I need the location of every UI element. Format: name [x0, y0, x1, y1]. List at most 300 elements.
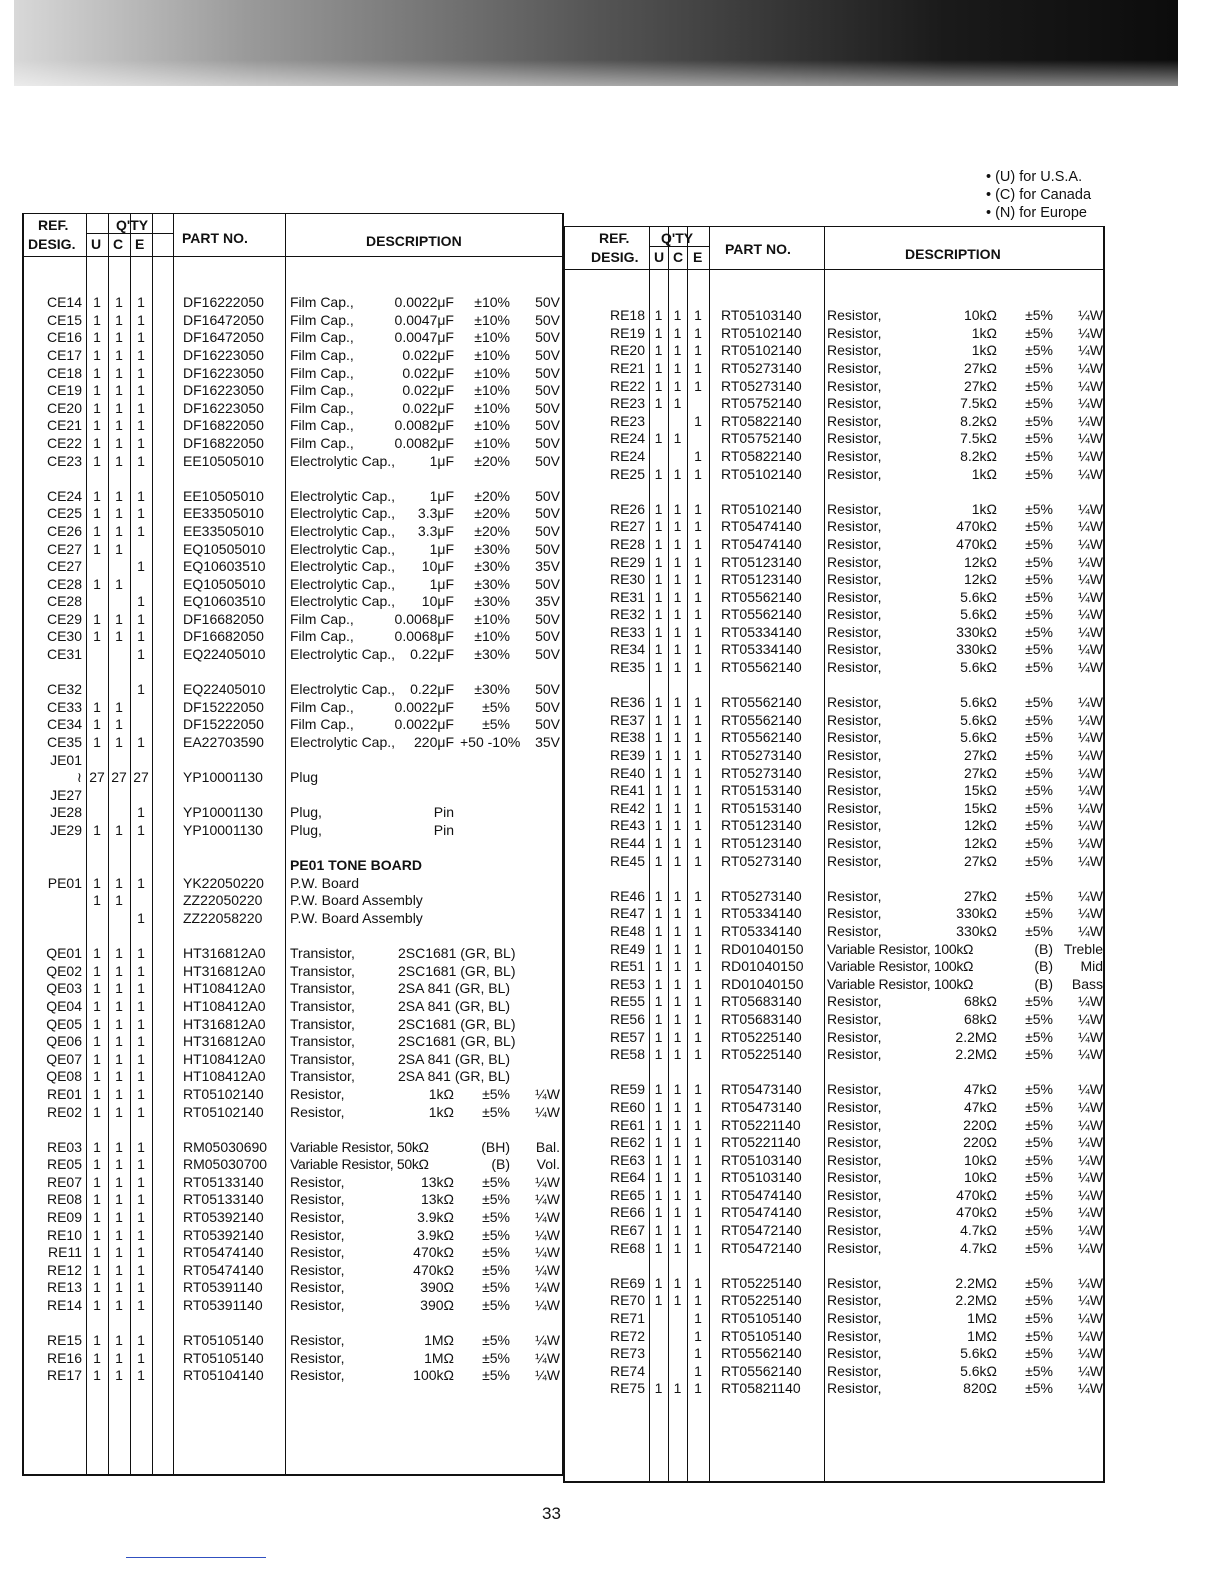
qty-e-cell: 1: [694, 535, 702, 552]
qty-u-cell: 1: [654, 307, 663, 324]
qty-u-cell: 1: [93, 1209, 101, 1226]
qty-u-cell: 1: [654, 1028, 663, 1045]
ref-cell: CE28: [46, 575, 82, 592]
table-row: [24, 734, 562, 752]
tolerance-cell: ±30%: [474, 646, 510, 663]
part-no-cell: DF16822050: [183, 434, 264, 451]
value-cell: 820Ω: [963, 1380, 997, 1397]
value-cell: 2.2MΩ: [955, 1046, 997, 1063]
description-cell: Film Cap.,: [290, 329, 354, 346]
qty-c-cell: 1: [673, 1239, 682, 1256]
ref-cell: CE29: [46, 610, 82, 627]
qty-c-cell: 1: [115, 945, 123, 962]
tolerance-cell: ±5%: [1025, 342, 1053, 359]
tolerance-cell: ±30%: [474, 540, 510, 557]
value-cell: 3.9kΩ: [417, 1209, 454, 1226]
value-cell: 7.5kΩ: [960, 430, 997, 447]
tolerance-cell: ±5%: [1025, 606, 1053, 623]
rating-cell: ¼W: [1078, 747, 1103, 764]
ref-cell: CE31: [46, 646, 82, 663]
qty-u-cell: 1: [654, 1151, 663, 1168]
description-cell: Resistor,: [827, 1327, 882, 1344]
description-cell: Film Cap.,: [290, 716, 354, 733]
table-row: [565, 870, 1103, 888]
qty-e-cell: 1: [694, 747, 702, 764]
ref-cell: RE01: [46, 1085, 82, 1102]
table-row: [565, 624, 1103, 642]
qty-e-cell: 1: [694, 799, 702, 816]
table-row: [24, 998, 562, 1016]
value-cell: 0.0047μF: [394, 311, 454, 328]
part-no-cell: RT05683140: [721, 1010, 802, 1027]
tolerance-cell: ±5%: [1025, 1292, 1053, 1309]
value-cell: 2SC1681 (GR, BL): [398, 945, 516, 962]
table-row: [24, 1104, 562, 1122]
part-no-cell: RT05273140: [721, 852, 802, 869]
table-row: [24, 1244, 562, 1262]
qty-c-cell: 1: [673, 1186, 682, 1203]
tolerance-cell: ±5%: [1025, 571, 1053, 588]
qty-e-cell: 1: [137, 294, 145, 311]
qty-e-cell: 1: [137, 593, 145, 610]
value-cell: 1MΩ: [424, 1332, 454, 1349]
qty-e-cell: 1: [137, 1209, 145, 1226]
qty-u-cell: 1: [654, 799, 663, 816]
rating-cell: 50V: [535, 575, 560, 592]
qty-c-cell: 1: [673, 359, 682, 376]
part-no-cell: RT05273140: [721, 377, 802, 394]
tolerance-cell: ±5%: [1025, 1239, 1053, 1256]
qty-u-cell: 1: [654, 1098, 663, 1115]
description-cell: Electrolytic Cap.,: [290, 452, 396, 469]
qty-u-cell: 1: [93, 329, 101, 346]
part-no-cell: RD01040150: [721, 958, 804, 975]
value-cell: 12kΩ: [963, 835, 997, 851]
qty-c-cell: 1: [115, 1050, 123, 1067]
qty-u-cell: 1: [654, 1169, 663, 1186]
qty-e-cell: 1: [137, 874, 145, 891]
tolerance-cell: ±5%: [1025, 1186, 1053, 1203]
tolerance-cell: ±5%: [1025, 1081, 1053, 1098]
value-cell: 0.22μF: [410, 646, 454, 663]
value-cell: 3.3μF: [417, 522, 454, 539]
description-cell: Resistor,: [827, 553, 882, 570]
qty-u-cell: 1: [654, 1116, 663, 1133]
description-cell: Resistor,: [827, 852, 882, 869]
rating-cell: ¼W: [1078, 377, 1103, 394]
qty-e-cell: 1: [694, 377, 702, 394]
ref-cell: CE16: [46, 329, 82, 346]
table-row: [24, 1016, 562, 1034]
table-row: [565, 1275, 1103, 1293]
qty-c-cell: 1: [115, 522, 123, 539]
qty-u-cell: 1: [93, 452, 101, 469]
header-qty: Q'TY: [661, 230, 694, 246]
qty-c-cell: 1: [673, 1081, 682, 1098]
part-no-cell: DF16223050: [183, 399, 264, 416]
tolerance-cell: ±5%: [1025, 993, 1053, 1010]
value-cell: Pin: [433, 804, 454, 821]
qty-u-cell: 1: [93, 294, 101, 311]
qty-c-cell: 1: [115, 505, 123, 522]
qty-e-cell: 27: [133, 769, 149, 786]
qty-e-cell: 1: [137, 364, 145, 381]
tolerance-cell: ±5%: [1025, 377, 1053, 394]
qty-e-cell: 1: [137, 1261, 145, 1278]
ref-cell: RE42: [609, 799, 645, 816]
description-cell: Plug,: [290, 822, 322, 838]
part-no-cell: ZZ22058220: [183, 909, 263, 926]
description-cell: Resistor,: [827, 659, 882, 676]
description-cell: Resistor,: [827, 377, 882, 394]
ref-cell: RE36: [609, 694, 645, 711]
qty-u-cell: 1: [654, 1046, 663, 1063]
header-qty: Q'TY: [116, 217, 149, 233]
description-cell: Resistor,: [827, 359, 882, 376]
qty-e-cell: 1: [137, 945, 145, 962]
part-no-cell: ZZ22050220: [183, 892, 263, 909]
parts-table-left: [22, 213, 564, 1476]
rating-cell: 50V: [535, 628, 560, 645]
part-no-cell: RT05474140: [721, 1186, 802, 1203]
ref-cell: CE23: [46, 452, 82, 469]
qty-c-cell: 1: [673, 905, 682, 922]
value-cell: 1MΩ: [967, 1327, 997, 1344]
table-row: [24, 365, 562, 383]
rating-cell: ¼W: [1078, 535, 1103, 552]
tolerance-cell: ±5%: [1025, 1046, 1053, 1063]
table-row: [565, 1117, 1103, 1135]
table-row: [565, 1310, 1103, 1328]
qty-c-cell: 1: [673, 659, 682, 676]
qty-c-cell: 1: [673, 993, 682, 1010]
description-cell: Variable Resistor, 50kΩ: [290, 1138, 429, 1155]
tolerance-cell: ±5%: [482, 1209, 510, 1226]
rating-cell: ¼W: [1078, 430, 1103, 447]
rating-cell: ¼W: [1078, 1292, 1103, 1309]
rating-cell: ¼W: [1078, 1239, 1103, 1256]
qty-e-cell: 1: [694, 711, 702, 728]
qty-e-cell: 1: [137, 1050, 145, 1067]
description-cell: Resistor,: [290, 1085, 345, 1102]
ref-cell: QE06: [46, 1033, 82, 1050]
value-cell: 68kΩ: [963, 993, 997, 1010]
table-row: [24, 1086, 562, 1104]
rating-cell: ¼W: [1078, 1204, 1103, 1221]
qty-c-cell: 1: [673, 307, 682, 324]
tolerance-cell: ±5%: [1025, 1116, 1053, 1133]
part-no-cell: EE33505010: [183, 522, 264, 539]
qty-e-cell: 1: [137, 434, 145, 451]
description-cell: Resistor,: [827, 535, 882, 552]
rating-cell: ¼W: [1078, 782, 1103, 799]
value-cell: 2.2MΩ: [955, 1028, 997, 1045]
qty-u-cell: 1: [93, 628, 101, 645]
description-cell: Transistor,: [290, 1015, 355, 1032]
qty-e-cell: 1: [137, 1279, 145, 1296]
qty-e-cell: 1: [694, 1274, 702, 1291]
qty-c-cell: 1: [673, 694, 682, 711]
part-no-cell: RT05103140: [721, 1151, 802, 1168]
part-no-cell: EQ10603510: [183, 593, 266, 610]
value-cell: 10kΩ: [963, 307, 997, 324]
tolerance-cell: ±5%: [482, 1279, 510, 1296]
qty-e-cell: 1: [694, 1046, 702, 1063]
qty-e-cell: 1: [694, 958, 702, 975]
qty-e-cell: 1: [137, 734, 145, 751]
table-row: [24, 1297, 562, 1315]
part-no-cell: RT05225140: [721, 1292, 802, 1309]
description-cell: Resistor,: [290, 1209, 345, 1226]
value-cell: 1μF: [429, 452, 454, 469]
qty-c-cell: 1: [673, 1046, 682, 1063]
value-cell: 390Ω: [420, 1297, 454, 1314]
qty-c-cell: 1: [673, 1010, 682, 1027]
table-row: [565, 1292, 1103, 1310]
ref-cell: QE07: [46, 1050, 82, 1067]
qty-u-cell: 1: [93, 1103, 101, 1120]
part-no-cell: RT05472140: [721, 1222, 802, 1239]
rating-cell: ¼W: [535, 1209, 560, 1226]
qty-e-cell: 1: [694, 342, 702, 359]
tolerance-cell: ±5%: [1025, 465, 1053, 482]
value-cell: 330kΩ: [956, 623, 997, 640]
rating-cell: ¼W: [535, 1226, 560, 1243]
description-cell: Transistor,: [290, 1050, 355, 1067]
rating-cell: ¼W: [535, 1244, 560, 1261]
qty-c-cell: 1: [115, 1226, 123, 1243]
table-row: [565, 518, 1103, 536]
tolerance-cell: ±20%: [474, 452, 510, 469]
value-cell: 2SA 841 (GR, BL): [398, 997, 511, 1014]
qty-c-cell: 1: [115, 1349, 123, 1366]
rating-cell: Vol.: [536, 1156, 560, 1173]
ref-cell: RE51: [609, 958, 645, 975]
tolerance-cell: ±10%: [474, 311, 510, 328]
rating-cell: ¼W: [1078, 395, 1103, 412]
rating-cell: 35V: [535, 558, 560, 575]
qty-u-cell: 1: [654, 782, 663, 799]
table-row: [565, 589, 1103, 607]
table-row: [565, 1363, 1103, 1381]
part-no-cell: RT05273140: [721, 887, 802, 904]
description-cell: Resistor,: [827, 799, 882, 816]
tolerance-cell: ±5%: [1025, 359, 1053, 376]
rows-left: [24, 259, 562, 1385]
qty-u-cell: 1: [93, 1191, 101, 1208]
table-row: [565, 1064, 1103, 1082]
ref-cell: RE67: [609, 1222, 645, 1239]
tolerance-cell: ±5%: [1025, 1345, 1053, 1362]
qty-e-cell: 1: [137, 505, 145, 522]
qty-u-cell: 1: [654, 1186, 663, 1203]
ref-cell: RE66: [609, 1204, 645, 1221]
header-c: C: [113, 236, 124, 252]
tolerance-cell: ±30%: [474, 681, 510, 698]
rating-cell: ¼W: [1078, 447, 1103, 464]
rating-cell: ¼W: [1078, 1081, 1103, 1098]
table-row: [24, 277, 562, 295]
qty-e-cell: 1: [137, 962, 145, 979]
qty-u-cell: 1: [93, 382, 101, 399]
qty-c-cell: 1: [115, 628, 123, 645]
value-cell: 3.9kΩ: [417, 1226, 454, 1243]
qty-e-cell: 1: [137, 329, 145, 346]
qty-c-cell: 1: [115, 1173, 123, 1190]
qty-u-cell: 1: [93, 1173, 101, 1190]
part-no-cell: EQ10505010: [183, 540, 266, 557]
description-cell: Variable Resistor, 50kΩ: [290, 1156, 429, 1173]
rating-cell: 50V: [535, 522, 560, 539]
qty-e-cell: 1: [694, 1204, 702, 1221]
qty-c-cell: 1: [673, 641, 682, 658]
rating-cell: ¼W: [1078, 412, 1103, 429]
rating-cell: ¼W: [1078, 1116, 1103, 1133]
qty-u-cell: 1: [654, 817, 663, 834]
ref-cell: RE40: [609, 764, 645, 781]
ref-cell: CE19: [46, 382, 82, 399]
rating-cell: 50V: [535, 646, 560, 663]
qty-u-cell: 1: [654, 553, 663, 570]
qty-u-cell: 1: [93, 1156, 101, 1173]
part-no-cell: RT05133140: [183, 1173, 264, 1190]
table-row: [565, 448, 1103, 466]
qty-e-cell: 1: [694, 1151, 702, 1168]
tolerance-cell: ±5%: [1025, 1327, 1053, 1344]
part-no-cell: RT05273140: [721, 359, 802, 376]
table-row: [24, 488, 562, 506]
tolerance-cell: ±5%: [1025, 729, 1053, 746]
qty-e-cell: 1: [137, 804, 145, 821]
qty-u-cell: 1: [93, 1367, 101, 1384]
table-row: [24, 628, 562, 646]
qty-u-cell: 1: [654, 940, 663, 957]
rating-cell: ¼W: [1078, 588, 1103, 605]
qty-c-cell: 1: [115, 329, 123, 346]
description-cell: Electrolytic Cap.,: [290, 540, 396, 557]
part-no-cell: HT108412A0: [183, 980, 266, 997]
qty-c-cell: 1: [115, 822, 123, 838]
value-cell: 2SA 841 (GR, BL): [398, 1050, 511, 1067]
ref-cell: RE57: [609, 1028, 645, 1045]
rating-cell: 50V: [535, 540, 560, 557]
table-row: [565, 413, 1103, 431]
tolerance-cell: ±5%: [1025, 518, 1053, 535]
tolerance-cell: ±5%: [1025, 1134, 1053, 1151]
description-cell: Transistor,: [290, 997, 355, 1014]
region-legend: [986, 168, 1091, 222]
ref-cell: QE04: [46, 997, 82, 1014]
tolerance-cell: ±5%: [1025, 641, 1053, 658]
ref-cell: RE09: [46, 1209, 82, 1226]
ref-cell: RE59: [609, 1081, 645, 1098]
description-cell: Film Cap.,: [290, 434, 354, 451]
rating-cell: ¼W: [1078, 1327, 1103, 1344]
table-row: [24, 611, 562, 629]
tolerance-cell: ±5%: [1025, 307, 1053, 324]
part-no-cell: YP10001130: [183, 804, 263, 821]
table-row: [565, 1257, 1103, 1275]
table-row: [565, 712, 1103, 730]
value-cell: 1MΩ: [424, 1349, 454, 1366]
ref-cell: RE55: [609, 993, 645, 1010]
ref-cell: RE29: [609, 553, 645, 570]
ref-cell: CE14: [46, 294, 82, 311]
description-cell: Resistor,: [290, 1279, 345, 1296]
qty-u-cell: 1: [93, 1050, 101, 1067]
part-no-cell: RT05225140: [721, 1274, 802, 1291]
part-no-cell: RT05334140: [721, 641, 802, 658]
ref-cell: CE30: [46, 628, 82, 645]
table-row: [24, 382, 562, 400]
description-cell: Resistor,: [290, 1297, 345, 1314]
qty-header-divider: [649, 246, 709, 247]
value-cell: 0.0047μF: [394, 329, 454, 346]
ref-cell: CE17: [46, 346, 82, 363]
part-no-cell: HT108412A0: [183, 997, 266, 1014]
ref-cell: RE28: [609, 535, 645, 552]
qty-c-cell: 1: [673, 571, 682, 588]
table-row: [565, 1345, 1103, 1363]
tolerance-cell: ±5%: [482, 1349, 510, 1366]
description-cell: Resistor,: [827, 835, 882, 851]
rating-cell: 50V: [535, 452, 560, 469]
tolerance-cell: +50 -10%: [460, 734, 521, 751]
part-no-cell: RT05104140: [183, 1367, 264, 1384]
qty-e-cell: 1: [137, 822, 145, 838]
part-no-cell: RT05225140: [721, 1046, 802, 1063]
qty-e-cell: 1: [694, 307, 702, 324]
ref-cell: RE64: [609, 1169, 645, 1186]
qty-e-cell: 1: [137, 311, 145, 328]
tolerance-cell: ±5%: [482, 1297, 510, 1314]
qty-c-cell: 1: [673, 940, 682, 957]
qty-e-cell: 1: [137, 399, 145, 416]
qty-c-cell: 1: [115, 417, 123, 434]
part-no-cell: RT05221140: [721, 1134, 801, 1151]
description-cell: P.W. Board: [290, 874, 360, 891]
qty-c-cell: 1: [673, 1274, 682, 1291]
ref-cell: RE24: [609, 430, 645, 447]
rating-cell: ¼W: [535, 1261, 560, 1278]
table-row: [565, 765, 1103, 783]
part-no-cell: EE10505010: [183, 452, 264, 469]
qty-c-cell: 1: [673, 518, 682, 535]
rating-cell: 50V: [535, 382, 560, 399]
value-cell: 10μF: [421, 593, 454, 610]
table-row: [565, 1011, 1103, 1029]
qty-e-cell: 1: [694, 1292, 702, 1309]
table-row: [24, 593, 562, 611]
qty-u-cell: 1: [654, 1222, 663, 1239]
ref-cell: RE08: [46, 1191, 82, 1208]
part-no-cell: RT05123140: [721, 835, 802, 851]
header-description: DESCRIPTION: [905, 246, 1001, 262]
qty-c-cell: 1: [115, 716, 123, 733]
footer-rule: [126, 1557, 266, 1558]
value-cell: 13kΩ: [420, 1173, 454, 1190]
tolerance-cell: ±30%: [474, 593, 510, 610]
table-row: [565, 941, 1103, 959]
table-row: [565, 888, 1103, 906]
qty-e-cell: 1: [694, 1222, 702, 1239]
value-cell: 27kΩ: [963, 764, 997, 781]
tolerance-cell: ±5%: [1025, 447, 1053, 464]
ref-cell: CE35: [46, 734, 82, 751]
qty-c-cell: 1: [673, 729, 682, 746]
rating-cell: ¼W: [1078, 1098, 1103, 1115]
value-cell: 330kΩ: [956, 922, 997, 939]
